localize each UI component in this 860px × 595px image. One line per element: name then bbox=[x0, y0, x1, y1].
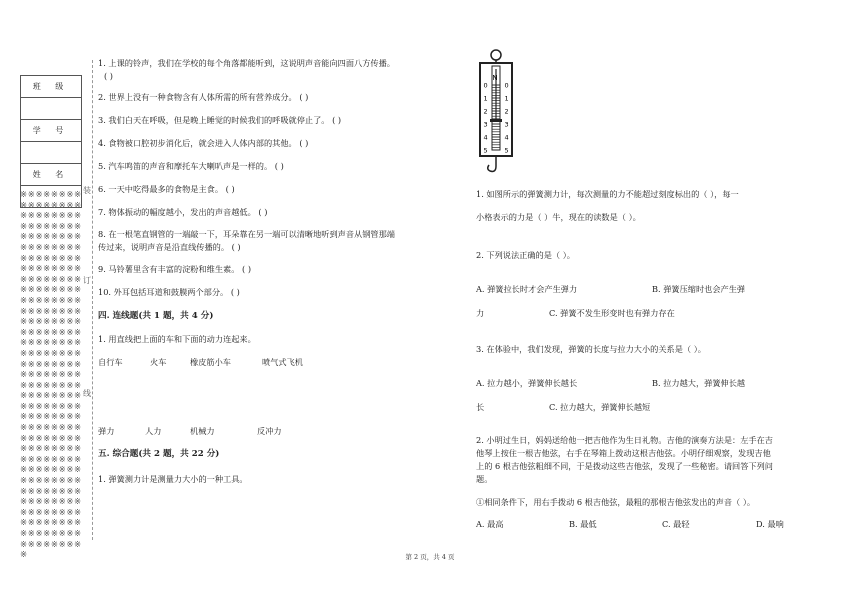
right-q1-line1: 1. 如图所示的弹簧测力计，每次测量的力不能超过刻度标出的（ ），每一 bbox=[476, 189, 739, 199]
section4-question: 1. 用直线把上面的车和下面的动力连起来。 bbox=[98, 334, 256, 344]
scale-number: 4 bbox=[483, 133, 488, 142]
binding-mark-ding: 订 bbox=[83, 276, 91, 285]
judge-q8-cont: 传过来，说明声音是沿直线传播的。 ( ) bbox=[98, 242, 241, 252]
student-id-label: 学 号 bbox=[21, 120, 82, 142]
scale-number: 5 bbox=[483, 146, 488, 155]
decorative-stars: ※※※※※※※※※※※※※※※※※※※※※※※※※※※※※※※※※※※※※※※※※※※※※※※※※※※※※※※※※※※※※※※※※※※※※※※※※※※※※※※※※※※※※※※※※※※※※※※※※※※※※※※※※※※※※※※※※※※※※※※※※※※※※※※※※※※※※※※※※※※※※※※※※※※※※※※※※※※※※※※※※※※※※※※※※※※※※※※※※※※※※※※※※※※※※※※※※※※※※※※※※※※※※※※※※※※※※※※※※※※※※※※※※※※※※※※※※※※※※※※※※※※※※※※※※※※※※※※※※※※※※※※※※※※※※※※※※ bbox=[20, 190, 82, 561]
binding-mark-zhuang: 装 bbox=[83, 186, 91, 195]
scale-number: 4 bbox=[504, 133, 509, 142]
guitar-intro-line4: 题。 bbox=[476, 474, 493, 484]
student-info-table bbox=[20, 75, 82, 208]
power-elastic: 弹力 bbox=[98, 426, 115, 436]
spring-scale-image bbox=[474, 47, 518, 175]
page-footer: 第 2 页，共 4 页 bbox=[405, 553, 455, 561]
guitar-intro-line2: 他琴上按住一根吉他弦，右手在琴箱上拨动这根吉他弦。小明仔细观察，发现吉他 bbox=[476, 448, 771, 458]
judge-q6: 6. 一天中吃得最多的食物是主食。 ( ) bbox=[98, 184, 235, 194]
scale-number: 0 bbox=[483, 81, 488, 90]
judge-q7: 7. 物体振动的幅度越小，发出的声音越低。 ( ) bbox=[98, 207, 268, 217]
guitar-option-a: A. 最高 bbox=[476, 519, 504, 529]
judge-q2: 2. 世界上没有一种食物含有人体所需的所有营养成分。 ( ) bbox=[98, 92, 309, 102]
power-mechanical: 机械力 bbox=[190, 426, 215, 436]
right-q3-option-b-cont: 长 bbox=[476, 402, 485, 412]
vehicle-train: 火车 bbox=[150, 357, 167, 367]
scale-number: 5 bbox=[504, 146, 509, 155]
vehicle-rubberband-car: 橡皮筋小车 bbox=[190, 357, 231, 367]
right-q3: 3. 在体验中，我们发现，弹簧的长度与拉力大小的关系是（ ）。 bbox=[476, 344, 706, 354]
judge-q1: 1. 上课的铃声，我们在学校的每个角落都能听到，这说明声音能向四面八方传播。 bbox=[98, 58, 395, 68]
right-q3-option-c: C. 拉力越大，弹簧伸长越短 bbox=[549, 402, 651, 412]
right-q2-option-b-cont: 力 bbox=[476, 308, 485, 318]
judge-q3: 3. 我们白天在呼吸，但是晚上睡觉的时候我们的呼吸就停止了。 ( ) bbox=[98, 115, 342, 125]
scale-unit: N bbox=[492, 74, 498, 82]
scale-number: 2 bbox=[504, 107, 509, 116]
right-q3-option-b: B. 拉力越大，弹簧伸长越 bbox=[652, 378, 746, 388]
class-field[interactable] bbox=[21, 98, 82, 120]
name-label: 姓 名 bbox=[21, 164, 82, 186]
judge-q5: 5. 汽车鸣笛的声音和摩托车大喇叭声是一样的。 ( ) bbox=[98, 161, 284, 171]
guitar-intro-line3: 上的 6 根吉他弦粗细不同，于是拨动这些吉他弦，发现了一些秘密。请回答下列问 bbox=[476, 461, 773, 471]
student-id-field[interactable] bbox=[21, 142, 82, 164]
scale-number: 1 bbox=[504, 94, 509, 103]
binding-mark-xian: 线 bbox=[83, 389, 91, 398]
power-human: 人力 bbox=[145, 426, 162, 436]
scale-number: 0 bbox=[504, 81, 509, 90]
right-q2-option-c: C. 弹簧不发生形变时也有弹力存在 bbox=[549, 308, 675, 318]
right-q2: 2. 下列说法正确的是（ ）。 bbox=[476, 250, 575, 260]
guitar-question-1: ①相同条件下，用右手拨动 6 根吉他弦，最粗的那根吉他弦发出的声音（ ）。 bbox=[476, 497, 756, 507]
judge-q4: 4. 食物被口腔初步消化后，就会进入人体内部的其他。 ( ) bbox=[98, 138, 309, 148]
vehicle-bicycle: 自行车 bbox=[98, 357, 123, 367]
class-label: 班 级 bbox=[21, 76, 82, 98]
right-q2-option-a: A. 弹簧拉长时才会产生弹力 bbox=[476, 284, 578, 294]
scale-number: 2 bbox=[483, 107, 488, 116]
vehicle-jet: 喷气式飞机 bbox=[262, 357, 303, 367]
judge-q10: 10. 外耳包括耳道和鼓膜两个部分。 ( ) bbox=[98, 287, 240, 297]
judge-q1-blank: ( ) bbox=[104, 71, 113, 81]
section5-title: 五. 综合题(共 2 题，共 22 分) bbox=[98, 449, 220, 459]
guitar-option-b: B. 最低 bbox=[569, 519, 597, 529]
right-q3-option-a: A. 拉力越小，弹簧伸长越长 bbox=[476, 378, 578, 388]
power-recoil: 反冲力 bbox=[257, 426, 282, 436]
right-q1-line2: 小格表示的力是（ ）牛，现在的读数是（ ）。 bbox=[476, 212, 641, 222]
guitar-intro-line1: 2. 小明过生日，妈妈送给他一把吉他作为生日礼物。吉他的演奏方法是：左手在吉 bbox=[476, 435, 773, 445]
judge-q8: 8. 在一根笔直钢管的一端敲一下，耳朵靠在另一端可以清晰地听到声音从钢管那端 bbox=[98, 229, 395, 239]
guitar-option-d: D. 最响 bbox=[756, 519, 784, 529]
judge-q9: 9. 马铃薯里含有丰富的淀粉和维生素。 ( ) bbox=[98, 264, 252, 274]
scale-number: 1 bbox=[483, 94, 488, 103]
section4-title: 四. 连线题(共 1 题，共 4 分) bbox=[98, 311, 214, 321]
section5-question: 1. 弹簧测力计是测量力大小的一种工具。 bbox=[98, 474, 248, 484]
binding-line bbox=[92, 60, 93, 540]
guitar-option-c: C. 最轻 bbox=[662, 519, 690, 529]
scale-number: 3 bbox=[483, 120, 488, 129]
scale-number: 3 bbox=[504, 120, 509, 129]
right-q2-option-b: B. 弹簧压缩时也会产生弹 bbox=[652, 284, 746, 294]
